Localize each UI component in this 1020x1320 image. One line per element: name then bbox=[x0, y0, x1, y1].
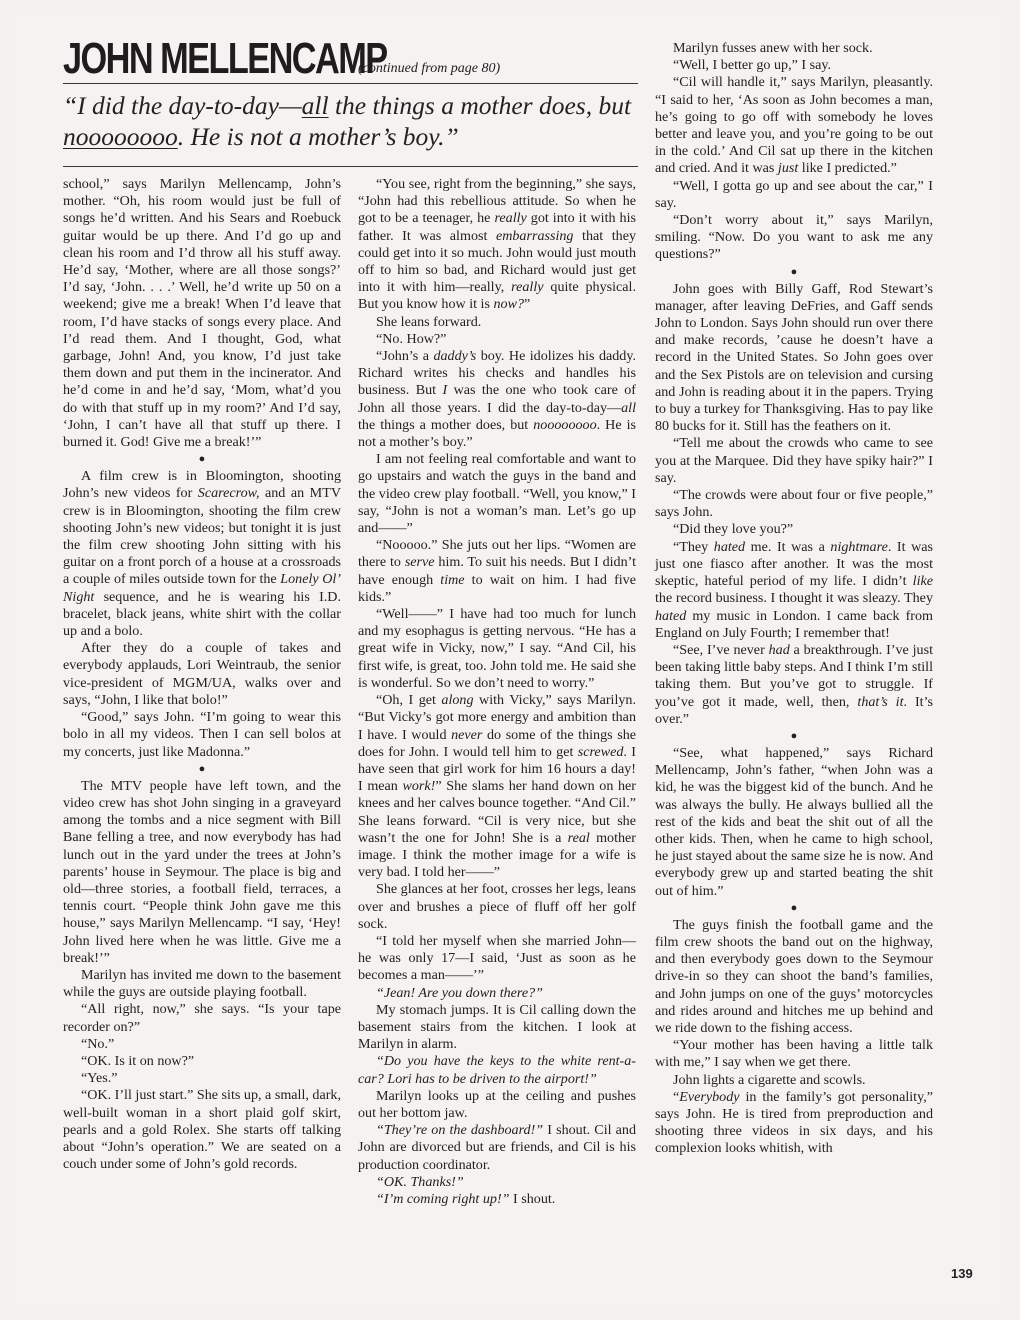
paragraph: “Good,” says John. “I’m going to wear this bolo in all my videos. Then I can sell bolos at my concerts, just like Madonna.” bbox=[63, 709, 341, 760]
section-bullet: ● bbox=[198, 453, 206, 466]
paragraph: “Did they love you?” bbox=[673, 521, 794, 538]
pull-quote-text: “I did the day-to-day— bbox=[63, 91, 302, 120]
paragraph: After they do a couple of takes and everybody applauds, Lori Weintraub, the senior vice-president of MGM/UA, walks over and says, “John, I like that bolo!” bbox=[63, 640, 341, 708]
paragraph: The MTV people have left town, and the video crew has shot John singing in a graveyard among the tombs and a nice segment with Bill Bane felling a tree, and now everybody has had lunch out in the yard under the trees at John’s parents’ house in Seymour. The place is big and old—three stories, a football field, terraces, a tennis court. “People think John gave me this house,” says Marilyn Mellencamp. “I say, ‘Hey! John lived here when he was little. Give me a break!’” bbox=[63, 777, 341, 966]
paragraph: My stomach jumps. It is Cil calling down the basement stairs from the kitchen. I look at Marilyn in alarm. bbox=[358, 1001, 636, 1053]
paragraph: “Do you have the keys to the white rent-a-car? Lori has to be driven to the airport!” bbox=[358, 1053, 636, 1087]
paragraph: school,” says Marilyn Mellencamp, John’s mother. “Oh, his room would just be full of songs he’d written. And his Sears and Roebuck guitar would be up there. And I’d go up and clean his room and I’d throw all his stuff away. He’d say, ‘Mother, where are all those songs?’ I’d say, ‘John. . . .’ Well, he’d write up 50 on a weekend; give me a break! When I’d leave that room, I’d have stacks of songs every place. And I’d read them. And I thought, God, what garbage, John! And, you know, I’d just take them down and put them in the incinerator. And he’d come in and he’d say, ‘Mom, what’d you do with that stuff up in my room?’ And I’d say, ‘John, I can’t have all that stuff up there. I burned it. God! Give me a break!’” bbox=[63, 176, 341, 451]
pull-quote-emphasis: noooooooo bbox=[63, 122, 178, 151]
paragraph: “Well, I gotta go up and see about the car,” I say. bbox=[655, 177, 933, 211]
paragraph: The guys finish the football game and the film crew shoots the band out on the highway, and then everybody goes down to the Seymour drive-in so they can shoot the band’s families, and John jumps on one of the guys’ motorcycles and rides around and hitches me up behind and we ride down to the fishing access. bbox=[655, 916, 933, 1036]
paragraph: A film crew is in Bloomington, shooting John’s new videos for Scarecrow, and an MTV crew is in Bloomington, shooting the film crew shooting John’s new videos; but tonight it is just the film crew shooting John sitting with his guitar on a front porch of a house at a crossroads a couple of miles outside town for the Lonely Ol’ Night sequence, and he is wearing his I.D. bracelet, black jeans, white shirt with the collar up and a bolo. bbox=[63, 468, 342, 640]
paragraph: “Oh, I get along with Vicky,” says Marilyn. “But Vicky’s got more energy and ambition than I have. I would never do some of the things she does for John. I would tell him to get screwed. I have seen that girl work for him 16 hours a day! I mean work!” She slams her hand down on her knees and her calves bounce together. “And Cil.” She leans forward. “Cil is very nice, but she wasn’t the one for John! She is a real mother image. I think the mother image for a wife is very bad. I told her——” bbox=[358, 692, 637, 881]
paragraph: “OK. Thanks!” bbox=[376, 1173, 464, 1190]
column-3 bbox=[655, 40, 933, 1158]
continued-note: (continued from page 80) bbox=[358, 61, 501, 76]
pull-quote-text: the things a mother does, but bbox=[328, 91, 632, 120]
paragraph: “They hated me. It was a nightmare. It was just one fiasco after another. It was the most skeptic, hateful period of my life. I didn’t like the record business. I thought it was sleazy. They hated my music in London. I came back from England on July Fourth; I remember that! bbox=[655, 538, 933, 641]
paragraph: “They’re on the dashboard!” I shout. Cil and John are divorced but are friends, and Cil is his production coordinator. bbox=[358, 1122, 636, 1173]
top-rule bbox=[63, 83, 638, 84]
pull-quote-rule bbox=[63, 166, 638, 167]
paragraph: “You see, right from the beginning,” she says, “John had this rebellious attitude. So when he got to be a teenager, he really got into it with his father. It was almost embarrassing that they could get into it so much. John would just mouth off to him so bad, and Richard would just get into it with him—really, really quite physical. But you know how it is now?” bbox=[358, 176, 636, 313]
paragraph: “Cil will handle it,” says Marilyn, pleasantly. “I said to her, ‘As soon as John becomes a man, he’s going to go off with somebody he loves better and leave you, and you’re going to be out in the cold.’ And Cil sat up there in the kitchen and cried. And it was just like I predicted.” bbox=[655, 74, 933, 177]
page-number: 139 bbox=[951, 1266, 973, 1281]
paragraph: “No.” bbox=[81, 1035, 115, 1052]
paragraph: “Don’t worry about it,” says Marilyn, smiling. “Now. Do you want to ask me any questions?” bbox=[655, 212, 933, 263]
paragraph: “All right, now,” she says. “Is your tape recorder on?” bbox=[63, 1001, 341, 1035]
section-bullet: ● bbox=[790, 265, 798, 278]
paragraph: “John’s a daddy’s boy. He idolizes his daddy. Richard writes his checks and handles his business. But I was the one who took care of John all those years. I did the day-to-day—all the things a mother does, but noooooooo. He is not a mother’s boy.” bbox=[358, 348, 636, 451]
paragraph: “OK. I’ll just start.” She sits up, a small, dark, well-built woman in a short plaid golf skirt, pearls and a gold Rolex. She starts off talking about “John’s operation.” We are seated on a couch under some of John’s gold records. bbox=[63, 1087, 341, 1173]
paragraph: I am not feeling real comfortable and want to go upstairs and watch the guys in the band and the video crew play football. “Well, you know,” I say, “John is not a woman’s man. Let’s go up and——” bbox=[358, 451, 636, 537]
column-1 bbox=[63, 176, 341, 1173]
article-header bbox=[63, 34, 638, 82]
column-2 bbox=[358, 176, 636, 1208]
paragraph: John goes with Billy Gaff, Rod Stewart’s manager, after leaving DeFries, and Gaff sends John to London. Says John should run over there and make records, ’cause he doesn’t have a record in the United States. So John goes over and the Sex Pistols are on television and cursing and John is reading about it in the papers. Trying to buy a turkey for Thanksgiving. Has to pay like 80 bucks for it. Still has the feathers on it. bbox=[655, 280, 933, 435]
section-bullet: ● bbox=[790, 729, 798, 742]
paragraph: “Tell me about the crowds who came to see you at the Marquee. Did they have spiky hair?” I say. bbox=[655, 435, 933, 486]
pull-quote-text: . He is not a mother’s boy.” bbox=[177, 122, 459, 151]
paragraph: She leans forward. bbox=[376, 313, 482, 330]
paragraph: Marilyn has invited me down to the basement while the guys are outside playing football. bbox=[63, 966, 341, 1001]
paragraph: “No. How?” bbox=[376, 330, 447, 347]
paragraph: “See, what happened,” says Richard Mellencamp, John’s father, “when John was a kid, he was the biggest kid of the bunch. And he was always the bully. He always bullied all the rest of the kids and beat the shit out of all the other kids. Then, when he came to high school, he just stayed about the same size he is now. And everybody grew up and started beating the shit out of him.” bbox=[655, 744, 933, 899]
pull-quote-emphasis: all bbox=[301, 91, 329, 120]
paragraph: “See, I’ve never had a breakthrough. I’ve just been taking little baby steps. And I think I’m still taking them. But you’ve got to struggle. If you’ve got it made, well, then, that’s it. It’s over.” bbox=[655, 641, 933, 727]
section-bullet: ● bbox=[790, 901, 798, 914]
article-title: JOHN MELLENCAMP bbox=[63, 34, 387, 83]
paragraph: “Your mother has been having a little talk with me,” I say when we get there. bbox=[655, 1037, 933, 1071]
paragraph: “Well, I better go up,” I say. bbox=[673, 57, 832, 74]
paragraph: “Nooooo.” She juts out her lips. “Women are there to serve him. To suit his needs. But I didn’t have enough time to wait on him. I had five kids.” bbox=[358, 537, 636, 605]
paragraph: Marilyn fusses anew with her sock. bbox=[673, 40, 873, 56]
paragraph: “Yes.” bbox=[81, 1070, 118, 1087]
paragraph: “The crowds were about four or five people,” says John. bbox=[655, 487, 933, 521]
paragraph: “Everybody in the family’s got personality,” says John. He is tired from preproduction and shooting three videos in six days, and his complexion looks whitish, with bbox=[655, 1088, 933, 1157]
paragraph: “I told her myself when she married John—he was only 17—I said, ‘Just as soon as he becomes a man——’” bbox=[358, 932, 636, 984]
paragraph: “OK. Is it on now?” bbox=[81, 1052, 195, 1069]
section-bullet: ● bbox=[198, 762, 206, 775]
paragraph: Marilyn looks up at the ceiling and pushes out her bottom jaw. bbox=[358, 1087, 636, 1121]
paragraph: John lights a cigarette and scowls. bbox=[673, 1071, 866, 1088]
paragraph: “Well——” I have had too much for lunch and my esophagus is getting nervous. “He has a great wife in Vicky, now,” I say. “And Cil, his first wife, is great, too. John told me. He said she is wonderful. So we don’t need to worry.” bbox=[358, 606, 636, 691]
paragraph: “Jean! Are you down there?” bbox=[376, 984, 544, 1001]
paragraph: “I’m coming right up!” I shout. bbox=[376, 1190, 556, 1207]
pull-quote bbox=[63, 90, 638, 152]
paragraph: She glances at her foot, crosses her legs, leans over and brushes a piece of fluff off her golf sock. bbox=[358, 881, 636, 932]
